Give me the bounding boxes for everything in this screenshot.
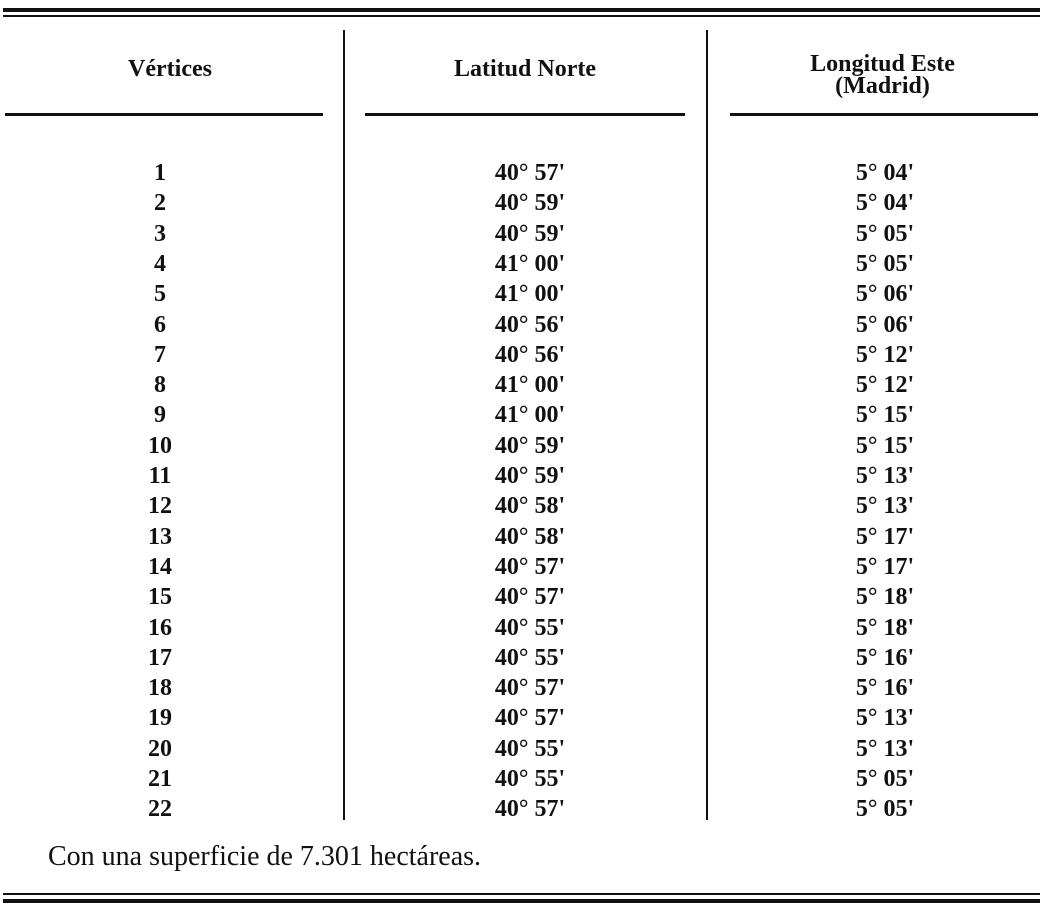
vertex-cell: 7 <box>154 341 166 368</box>
header-longitude-line1: Longitud Este <box>810 51 955 77</box>
header-longitude <box>730 53 1035 97</box>
latitude-cell: 41° 00' <box>494 402 566 429</box>
latitude-cell: 41° 00' <box>494 250 566 277</box>
table-row <box>0 643 1043 673</box>
table-row <box>0 794 1043 824</box>
longitude-cell: 5° 16' <box>855 644 915 671</box>
vertex-cell: 14 <box>148 553 172 580</box>
longitude-cell: 5° 13' <box>855 735 915 762</box>
latitude-cell: 40° 59' <box>494 432 566 459</box>
table-row <box>0 673 1043 703</box>
vertex-cell: 11 <box>148 463 172 489</box>
vertex-cell: 5 <box>154 281 166 308</box>
longitude-cell: 5° 13' <box>855 705 915 732</box>
table-row <box>0 522 1043 552</box>
vertex-cell: 20 <box>148 735 172 762</box>
vertex-cell: 10 <box>148 432 172 459</box>
longitude-cell: 5° 05' <box>855 220 915 247</box>
latitude-cell: 40° 58' <box>494 523 566 550</box>
longitude-cell: 5° 16' <box>855 675 915 702</box>
latitude-cell: 40° 57' <box>494 675 566 702</box>
table-row <box>0 370 1043 400</box>
vertex-cell: 17 <box>148 644 172 671</box>
longitude-cell: 5° 06' <box>855 311 915 338</box>
longitude-cell: 5° 04' <box>855 190 915 217</box>
table-row <box>0 764 1043 794</box>
vertex-cell: 22 <box>148 796 172 823</box>
latitude-cell: 40° 55' <box>494 644 566 671</box>
longitude-cell: 5° 12' <box>855 341 915 368</box>
vertex-cell: 3 <box>154 220 166 247</box>
longitude-cell: 5° 04' <box>855 160 915 186</box>
longitude-cell: 5° 13' <box>855 493 915 520</box>
longitude-cell: 5° 12' <box>855 372 915 399</box>
table-row <box>0 279 1043 309</box>
latitude-cell: 40° 57' <box>494 553 566 580</box>
table-row <box>0 552 1043 582</box>
vertex-cell: 6 <box>154 311 166 338</box>
table-row <box>0 491 1043 521</box>
vertex-cell: 18 <box>148 675 172 702</box>
table-row <box>0 582 1043 612</box>
header-underline <box>730 113 1038 116</box>
latitude-cell: 40° 59' <box>494 463 566 489</box>
table-row <box>0 219 1043 249</box>
table-row <box>0 734 1043 764</box>
table-row <box>0 249 1043 279</box>
latitude-cell: 40° 56' <box>494 311 566 338</box>
latitude-cell: 40° 57' <box>494 796 566 823</box>
vertex-cell: 13 <box>148 523 172 550</box>
latitude-cell: 40° 55' <box>494 614 566 641</box>
table-row <box>0 461 1043 491</box>
longitude-cell: 5° 15' <box>855 432 915 459</box>
longitude-cell: 5° 05' <box>855 766 915 792</box>
longitude-cell: 5° 18' <box>855 584 915 611</box>
header-longitude-line2: (Madrid) <box>835 73 930 99</box>
vertex-cell: 1 <box>154 160 166 186</box>
table-row <box>0 310 1043 340</box>
latitude-cell: 40° 57' <box>494 160 566 186</box>
latitude-cell: 41° 00' <box>494 281 566 308</box>
top-rule-thin <box>3 15 1040 17</box>
table-row <box>0 431 1043 461</box>
vertex-cell: 19 <box>148 705 172 732</box>
bottom-rule <box>3 899 1040 903</box>
vertex-cell: 8 <box>154 372 166 399</box>
latitude-cell: 40° 59' <box>494 190 566 217</box>
vertex-cell: 16 <box>148 614 172 641</box>
table-row <box>0 703 1043 733</box>
longitude-cell: 5° 06' <box>855 281 915 308</box>
latitude-cell: 40° 57' <box>494 705 566 732</box>
latitude-cell: 40° 56' <box>494 341 566 368</box>
header-underline <box>5 113 323 116</box>
footnote: Con una superficie de 7.301 hectáreas. <box>48 841 482 872</box>
latitude-cell: 40° 58' <box>494 493 566 520</box>
vertex-cell: 21 <box>148 766 172 792</box>
longitude-cell: 5° 15' <box>855 402 915 429</box>
table-row <box>0 400 1043 430</box>
header-latitude: Latitud Norte <box>454 56 596 82</box>
table-row <box>0 340 1043 370</box>
latitude-cell: 40° 57' <box>494 584 566 611</box>
top-rule <box>3 8 1040 12</box>
table-row <box>0 188 1043 218</box>
longitude-cell: 5° 05' <box>855 796 915 823</box>
latitude-cell: 40° 55' <box>494 735 566 762</box>
longitude-cell: 5° 13' <box>855 463 915 489</box>
latitude-cell: 40° 59' <box>494 220 566 247</box>
vertex-cell: 4 <box>154 250 166 277</box>
longitude-cell: 5° 05' <box>855 250 915 277</box>
longitude-cell: 5° 18' <box>855 614 915 641</box>
longitude-cell: 5° 17' <box>855 553 915 580</box>
latitude-cell: 40° 55' <box>494 766 566 792</box>
table-row <box>0 158 1043 188</box>
vertex-cell: 9 <box>154 402 166 429</box>
header-vertices: Vértices <box>128 56 212 82</box>
table-row <box>0 613 1043 643</box>
header-underline <box>365 113 685 116</box>
vertex-cell: 15 <box>148 584 172 611</box>
latitude-cell: 41° 00' <box>494 372 566 399</box>
vertex-cell: 2 <box>154 190 166 217</box>
vertex-cell: 12 <box>148 493 172 520</box>
longitude-cell: 5° 17' <box>855 523 915 550</box>
bottom-rule-thin <box>3 893 1040 895</box>
